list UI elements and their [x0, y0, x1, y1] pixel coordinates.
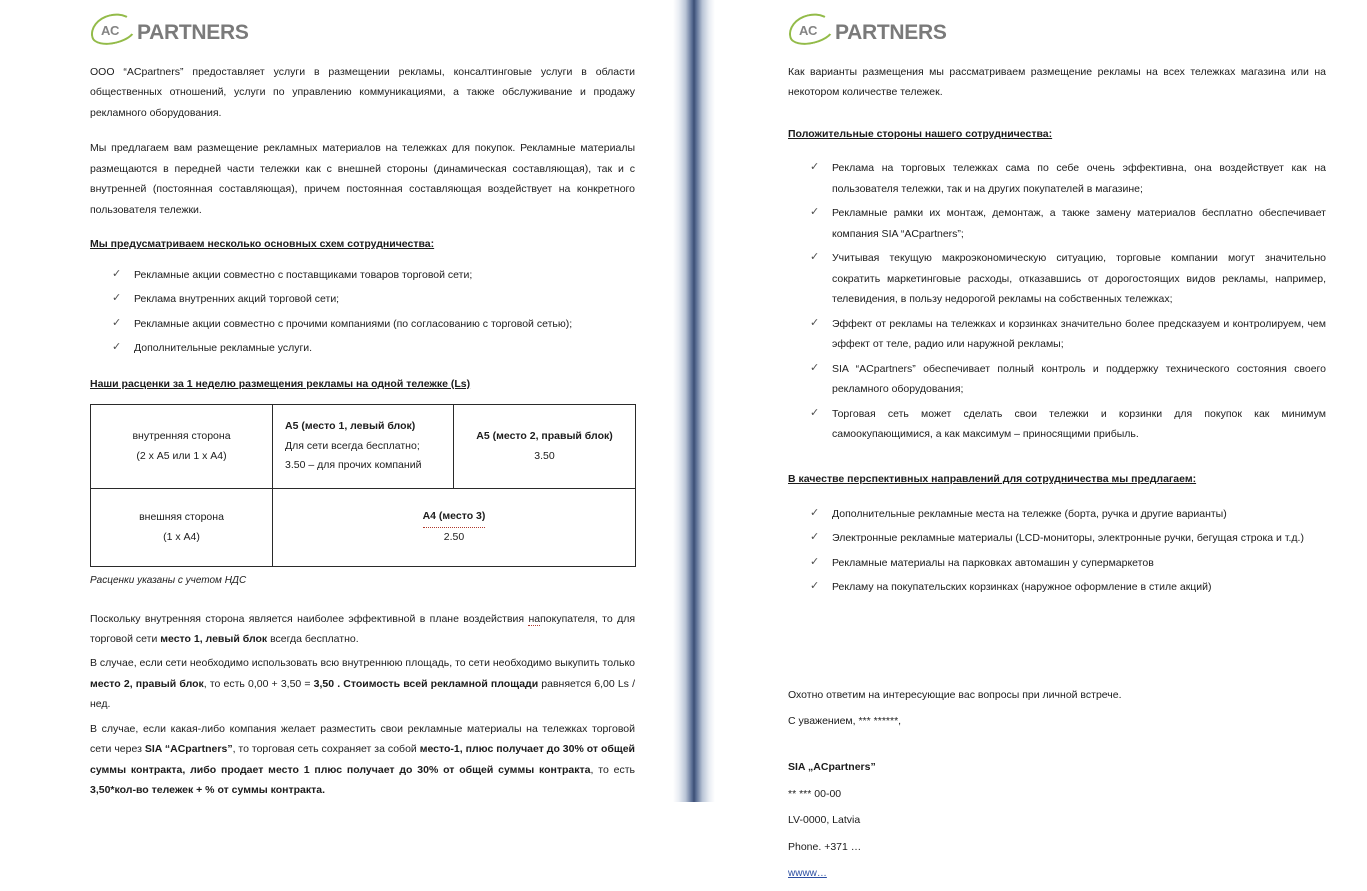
check-icon: ✓	[810, 406, 820, 419]
list-item-label: Учитывая текущую макроэкономическую ситуацию, торговые компании могут значительно сократить маркетинговые расходы, отказавшись от дорогостоящих видов рекламы, например, телевидения, в пользу недорогой рекламы на собственных тележках;	[832, 252, 1326, 306]
list-item-label: Реклама на торговых тележках сама по себе очень эффективна, она воздействует как на пользователя тележки, так и на других покупателей в магазине;	[832, 162, 1326, 195]
cell-text: 3.50 – для прочих компаний	[285, 459, 422, 472]
logo-swoosh-icon	[788, 14, 834, 44]
check-icon: ✓	[810, 206, 820, 219]
list-item	[112, 314, 635, 334]
list-item	[112, 265, 635, 285]
bold-phrase: место 1, левый блок	[160, 632, 268, 645]
cell-text: (2 х A5 или 1 х A4)	[136, 449, 227, 462]
list-item-label: Дополнительные рекламные услуги.	[134, 342, 313, 355]
check-icon: ✓	[810, 506, 820, 519]
cell-a5-place2	[454, 405, 636, 489]
page-right-content	[788, 0, 1326, 891]
table-row	[91, 489, 636, 567]
check-icon: ✓	[810, 316, 820, 329]
cell-a5-place1	[273, 405, 454, 489]
list-item-label: Дополнительные рекламные места на тележке (борта, ручка и другие варианты)	[832, 507, 1227, 520]
cell-a4-place3	[273, 489, 636, 567]
cell-text: внутренняя сторона	[132, 429, 231, 442]
logo-swoosh-icon	[90, 14, 136, 44]
logo-ac-text: AC	[101, 23, 119, 38]
closing-line-1: Охотно ответим на интересующие вас вопросы при личной встрече.	[788, 688, 1122, 701]
signature-company: SIA „ACpartners”	[788, 760, 876, 773]
list-positive-aspects	[788, 158, 1326, 444]
cell-title: A5 (место 1, левый блок)	[285, 419, 416, 432]
rates-table	[90, 404, 636, 567]
list-item	[810, 504, 1326, 524]
paragraph-total-cost: В случае, если сети необходимо использовать всю внутреннюю площадь, то сети необходимо выкупить только место 2, правый блок, то есть 0,00 + 3,50 = 3,50 . Стоимость всей рекламной площади равняется 6,00 Ls /нед.	[90, 657, 636, 711]
list-item-label: Торговая сеть может сделать свои тележки и корзинки для покупок как минимум самоокупающимися, а как максимум – приносящими прибыль.	[832, 407, 1326, 440]
check-icon: ✓	[112, 292, 122, 305]
list-item-label: Эффект от рекламы на тележках и корзинках значительно более предсказуем и контролируем, чем эффект от теле, радио или наружной рекламы;	[832, 317, 1326, 351]
list-item-label: Электронные рекламные материалы (LCD-мониторы, электронные ручки, бегущая строка и т.д.)	[832, 532, 1304, 545]
list-item	[810, 553, 1326, 573]
bold-phrase: место 2, правый блок	[90, 677, 204, 690]
check-icon: ✓	[810, 580, 820, 593]
check-icon: ✓	[810, 555, 820, 568]
cell-value: 2.50	[443, 531, 465, 543]
list-item	[810, 359, 1326, 400]
check-icon: ✓	[112, 341, 122, 354]
paragraph-third-party: В случае, если какая-либо компания желает разместить свои рекламные материалы на тележках торговой сети через SIA “ACpartners”, то торговая сеть сохраняет за собой место-1, плюс получает до 30% от общей суммы контракта, либо продает место 1 плюс получает до 30% от общей суммы контракта, то есть 3,50*кол-во тележек + % от суммы контракта.	[90, 722, 635, 797]
check-icon: ✓	[810, 251, 820, 264]
check-icon: ✓	[112, 267, 122, 280]
list-item-label: Рекламные рамки их монтаж, демонтаж, а также замену материалов бесплатно обеспечивает компания SIA “ACpartners”;	[832, 207, 1326, 240]
cell-inner-side	[91, 405, 273, 489]
signature-phone: Phone. +371 …	[788, 840, 862, 853]
heading-cooperation-schemes: Мы предусматриваем несколько основных схем сотрудничества:	[90, 238, 435, 251]
bold-phrase: 3,50 . Стоимость всей рекламной площади	[313, 677, 539, 690]
list-item	[810, 404, 1326, 445]
bold-phrase: место-1, плюс получает до 30% от общей суммы контракта, либо продает место 1 плюс получает до 30% от общей суммы контракта	[90, 743, 635, 776]
list-item	[810, 203, 1326, 244]
check-icon: ✓	[810, 531, 820, 544]
heading-prospects: В качестве перспективных направлений для сотрудничества мы предлагаем:	[788, 473, 1197, 486]
list-cooperation-schemes	[90, 265, 635, 359]
list-item-label: SIA “ACpartners” обеспечивает полный контроль и поддержку технического состояния своего рекламного оборудования;	[832, 362, 1326, 396]
cell-title: A4 (место 3)	[423, 507, 486, 528]
check-icon: ✓	[810, 361, 820, 374]
bold-phrase: 3,50*кол-во тележек + % от суммы контракта.	[90, 784, 326, 797]
cell-value: 3.50	[534, 449, 555, 462]
list-item	[810, 248, 1326, 309]
logo	[90, 0, 635, 52]
signature-website	[788, 864, 1326, 884]
cell-title: A5 (место 2, правый блок)	[476, 429, 613, 442]
logo	[788, 0, 1326, 52]
list-item-label: Реклама внутренних акций торговой сети;	[134, 293, 340, 306]
cell-outer-side	[91, 489, 273, 567]
logo-partners-text: PARTNERS	[835, 21, 947, 44]
list-item	[810, 528, 1326, 548]
list-item	[810, 314, 1326, 355]
logo-partners-text: PARTNERS	[137, 21, 249, 44]
page-left	[0, 0, 680, 802]
cell-text: Для сети всегда бесплатно;	[285, 439, 420, 452]
rates-note: Расценки указаны с учетом НДС	[90, 575, 247, 586]
website-link[interactable]: wwww…	[788, 868, 827, 880]
list-item	[112, 289, 635, 309]
list-item	[810, 577, 1326, 597]
list-item	[112, 338, 635, 358]
heading-rates: Наши расценки за 1 неделю размещения рекламы на одной тележке (Ls)	[90, 377, 471, 390]
highlighted-word: на	[528, 612, 541, 625]
list-item-label: Рекламу на покупательских корзинках (наружное оформление в стиле акций)	[832, 581, 1212, 594]
bold-phrase: SIA “ACpartners”	[144, 743, 233, 756]
cell-text: (1 х A4)	[163, 530, 200, 543]
list-prospects	[788, 504, 1326, 598]
signature-city: LV-0000, Latvia	[788, 814, 861, 827]
logo-ac-text: AC	[799, 23, 817, 38]
heading-positive-aspects: Положительные стороны нашего сотрудничества:	[788, 127, 1053, 140]
signature-address: ** *** 00-00	[788, 788, 842, 801]
paragraph-inner-side-free: Поскольку внутренняя сторона является наиболее эффективной в плане воздействия напокупателя, то для торговой сети место 1, левый блок всегда бесплатно.	[90, 612, 636, 645]
placement-variants-paragraph: Как варианты размещения мы рассматриваем размещение рекламы на всех тележках магазина или на некотором количестве тележек.	[788, 66, 1326, 99]
page-right	[680, 0, 1367, 880]
table-row	[91, 405, 636, 489]
list-item-label: Рекламные материалы на парковках автомашин у супермаркетов	[832, 556, 1154, 569]
intro-paragraph-2: Мы предлагаем вам размещение рекламных материалов на тележках для покупок. Рекламные материалы размещаются в передней части тележки как с внешней стороны (динамическая составляющая), так и с внутренней (постоянная составляющая), причем постоянная составляющая воздействует на конкретного пользователя тележки.	[90, 142, 635, 216]
list-item-label: Рекламные акции совместно с поставщиками товаров торговой сети;	[134, 268, 473, 281]
closing-line-2: С уважением, *** ******,	[788, 715, 902, 728]
list-item	[810, 158, 1326, 199]
page-left-content	[90, 0, 635, 805]
cell-text: внешняя сторона	[139, 510, 224, 523]
intro-paragraph-1: ООО “ACpartners” предоставляет услуги в размещении рекламы, консалтинговые услуги в области общественных отношений, услуги по управлению коммуникациями, а также обслуживание и продажу рекламного оборудования.	[90, 66, 635, 119]
check-icon: ✓	[810, 161, 820, 174]
check-icon: ✓	[112, 316, 122, 329]
list-item-label: Рекламные акции совместно с прочими компаниями (по согласованию с торговой сетью);	[134, 317, 573, 330]
